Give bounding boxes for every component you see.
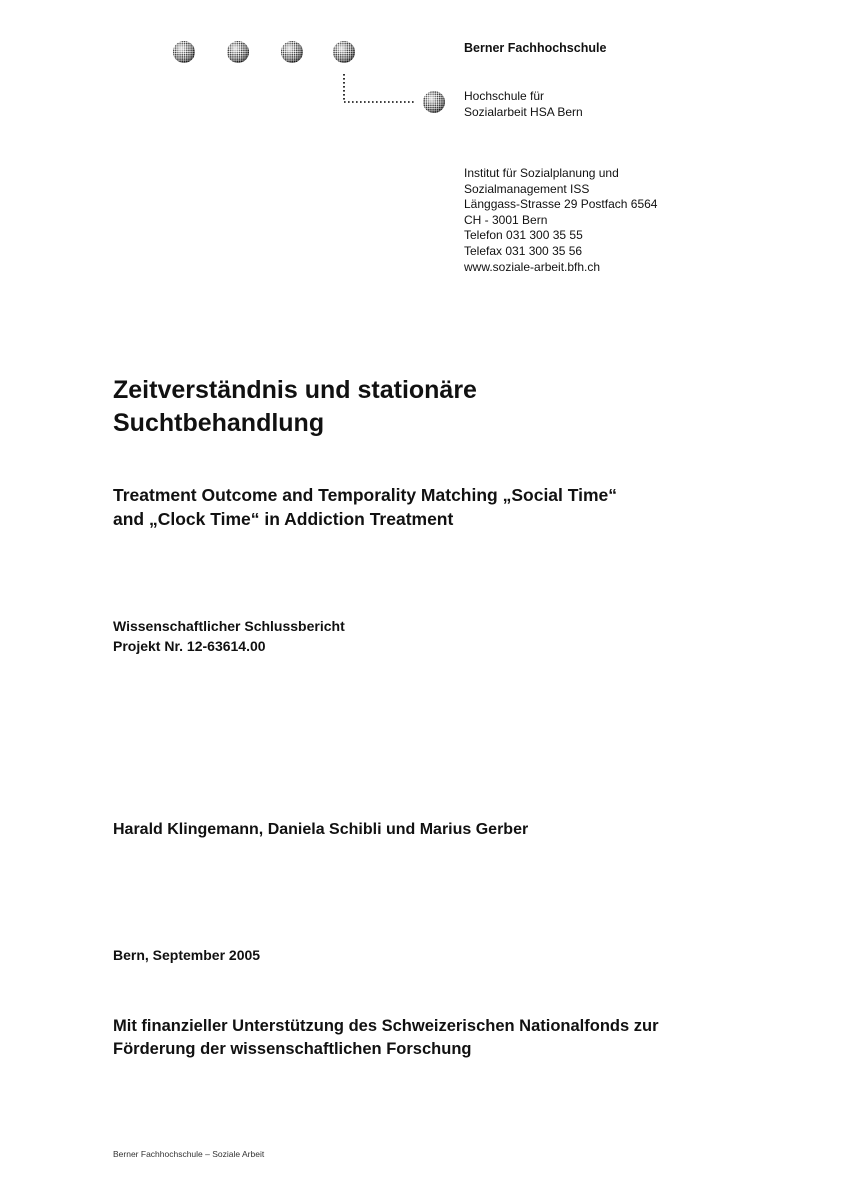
fax-line: Telefax 031 300 35 56: [464, 243, 583, 258]
project-number: Projekt Nr. 12-63614.00: [113, 637, 266, 654]
school-line: Sozialarbeit HSA Bern: [464, 105, 583, 119]
report-type: Wissenschaftlicher Schlussbericht: [113, 618, 345, 634]
publication-date: Bern, September 2005: [113, 947, 261, 963]
funding-line: Mit finanzieller Unterstützung des Schweizerischen Nationalfonds zur: [113, 1017, 659, 1035]
document-subtitle: [113, 483, 617, 531]
document-title: [113, 374, 477, 440]
report-info: [113, 617, 345, 656]
title-line: Suchtbehandlung: [113, 409, 325, 437]
school-line: Hochschule für: [464, 89, 545, 103]
address-line: Länggass-Strasse 29 Postfach 6564: [464, 197, 658, 212]
bfh-logo: [168, 36, 458, 120]
subtitle-line: Treatment Outcome and Temporality Matching „Social Time“: [113, 485, 618, 505]
logo-sphere: [333, 41, 355, 63]
logo-sphere: [423, 91, 445, 113]
institute-address: [464, 166, 657, 275]
logo-sphere: [281, 41, 303, 63]
authors: Harald Klingemann, Daniela Schibli und Marius Gerber: [113, 821, 529, 838]
institution-name: Berner Fachhochschule: [464, 41, 607, 55]
school-name: [464, 88, 583, 120]
phone-line: Telefon 031 300 35 55: [464, 228, 583, 243]
website-line: www.soziale-arbeit.bfh.ch: [464, 259, 601, 274]
address-line: CH - 3001 Bern: [464, 212, 548, 227]
address-line: Institut für Sozialplanung und: [464, 166, 619, 180]
logo-sphere: [227, 41, 249, 63]
logo-sphere: [173, 41, 195, 63]
address-line: Sozialmanagement ISS: [464, 181, 590, 196]
subtitle-line: and „Clock Time“ in Addiction Treatment: [113, 509, 454, 529]
funding-line: Förderung der wissenschaftlichen Forschung: [113, 1040, 472, 1058]
page-footer: Berner Fachhochschule – Soziale Arbeit: [113, 1149, 265, 1159]
funding-note: [113, 1015, 659, 1061]
logo-dotted-connector: [344, 74, 414, 102]
title-line: Zeitverständnis und stationäre: [113, 376, 477, 404]
